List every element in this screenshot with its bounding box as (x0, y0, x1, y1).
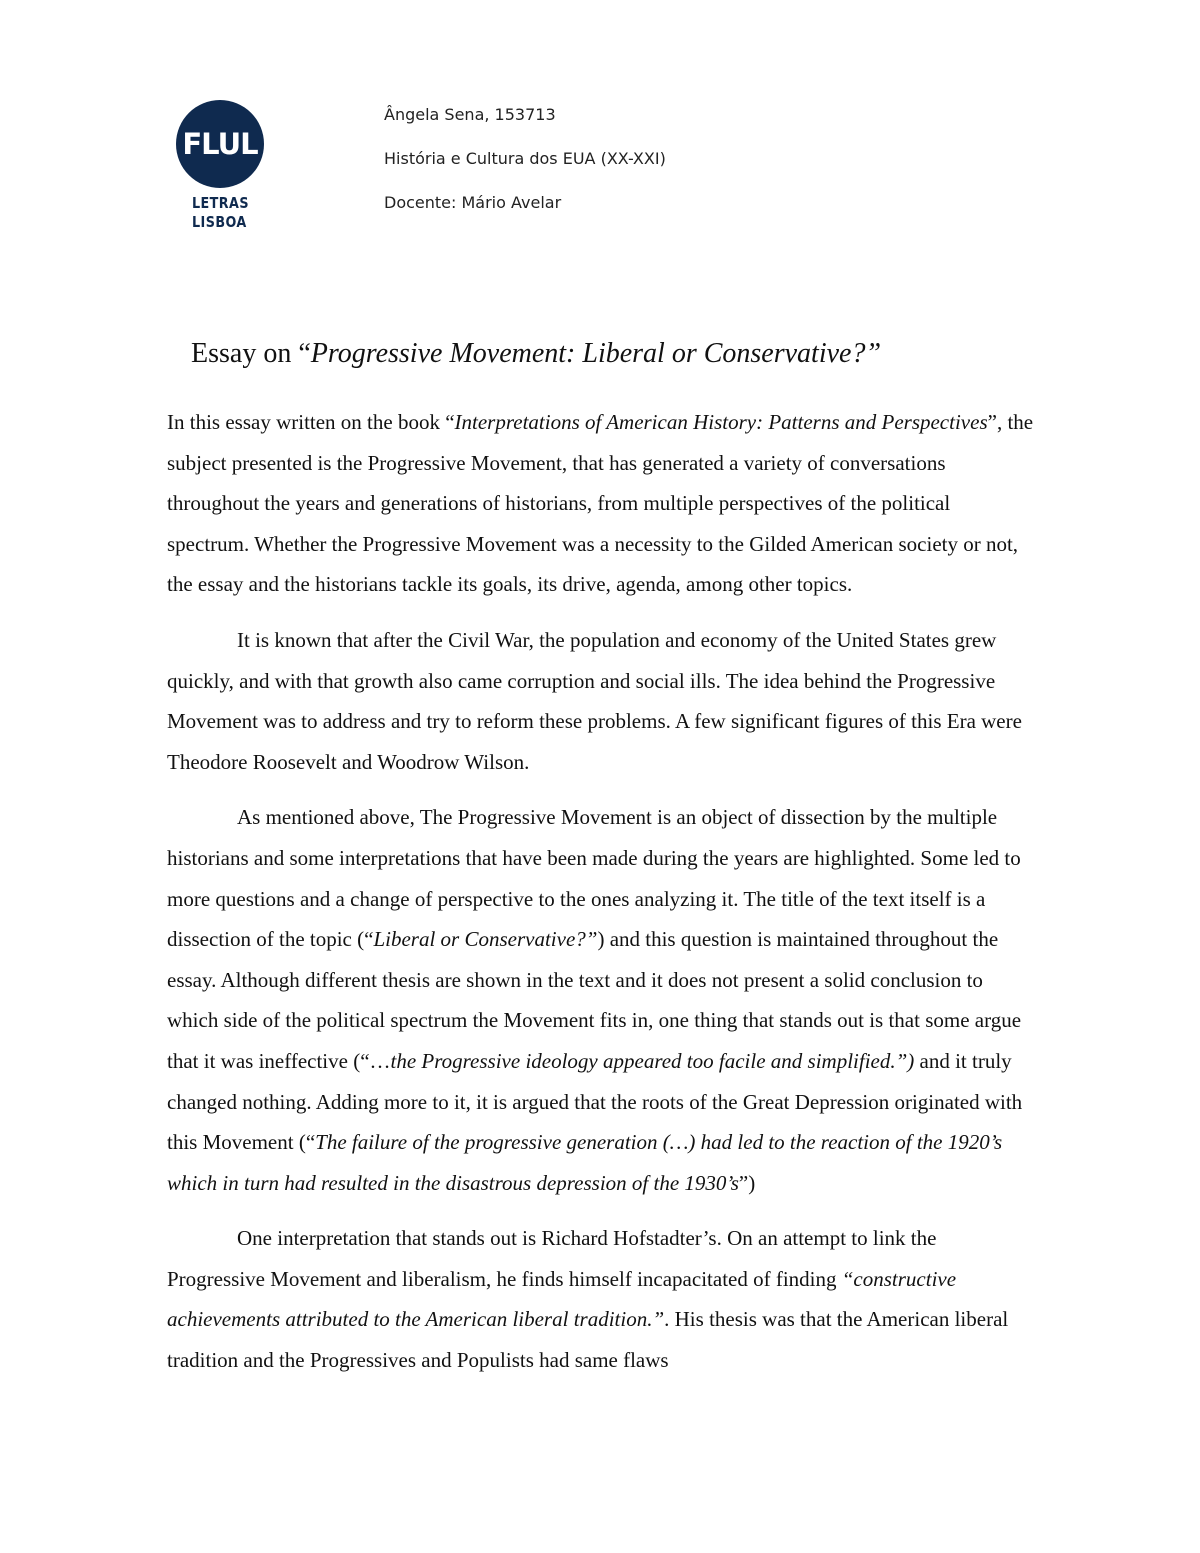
course-line: História e Cultura dos EUA (XX-XXI) (384, 149, 666, 168)
paragraph-3 (167, 797, 1037, 1203)
paragraph-4 (167, 1218, 1037, 1380)
paragraph-2 (167, 620, 1037, 782)
logo-line-2: LISBOA (192, 213, 247, 231)
paragraph-1 (167, 402, 1037, 605)
author-line: Ângela Sena, 153713 (384, 105, 556, 124)
header-info (384, 104, 666, 236)
essay-body (167, 402, 1037, 1381)
logo-line-1: LETRAS (192, 194, 249, 212)
logo-subtitle (192, 194, 268, 232)
p3-text-g: ”) (738, 1170, 756, 1195)
title-prefix: Essay on “ (191, 338, 311, 369)
logo-circle (176, 100, 264, 188)
p3-text-e: and it truly changed nothing. Adding more to it, it is argued that the roots of the Great Depression originated with this Movement (“ (167, 1048, 1023, 1155)
essay-title (191, 338, 881, 370)
p3-text-c: ) and this question is maintained throughout the essay. Although different thesis are shown in the text and it does not present a solid conclusion to which side of the political spectrum the Movement fits in, one thing that stands out is that some argue that it was ineffective (“… (167, 927, 1022, 1073)
title-italic: Progressive Movement: Liberal or Conservative?” (310, 338, 882, 369)
p3-quote-ideology: the Progressive ideology appeared too facile and simplified.”) (390, 1048, 915, 1073)
p1-text-c: ”, the subject presented is the Progressive Movement, that has generated a variety of conversations throughout the years and generations of historians, from multiple perspectives of the political spectrum. Whether the Progressive Movement was a necessity to the Gilded American society or not, the essay and the historians tackle its goals, its drive, agenda, among other topics. (167, 410, 1034, 597)
p3-quote-failure: The failure of the progressive generation (…) had led to the reaction of the 1920’s which in turn had resulted in the disastrous depression of the 1930’s (167, 1130, 1003, 1195)
p3-text-a: As mentioned above, The Progressive Movement is an object of dissection by the multiple historians and some interpretations that have been made during the years are highlighted. Some led to more questions and a change of perspective to the ones analyzing it. The title of the text itself is a dissection of the topic (“ (167, 805, 1021, 952)
logo-circle-text: FLUL (182, 127, 258, 161)
p1-text-a: In this essay written on the book “ (167, 410, 455, 434)
p4-text-a: One interpretation that stands out is Richard Hofstadter’s. On an attempt to link the Progressive Movement and liberalism, he finds himself incapacitated of finding (167, 1226, 937, 1291)
flul-logo (176, 100, 268, 232)
teacher-line: Docente: Mário Avelar (384, 193, 562, 212)
p3-quote-title: Liberal or Conservative?” (373, 927, 598, 952)
p4-quote: “constructive achievements attributed to the American liberal tradition.” (167, 1266, 957, 1332)
p4-text-c: . His thesis was that the American liberal tradition and the Progressives and Populists had same flaws (167, 1307, 1009, 1373)
p2-text: It is known that after the Civil War, the population and economy of the United States grew quickly, and with that growth also came corruption and social ills. The idea behind the Progressive Movement was to address and try to reform these problems. A few significant figures of this Era were Theodore Roosevelt and Woodrow Wilson. (167, 627, 1022, 774)
p1-book-title: Interpretations of American History: Patterns and Perspectives (454, 410, 988, 434)
